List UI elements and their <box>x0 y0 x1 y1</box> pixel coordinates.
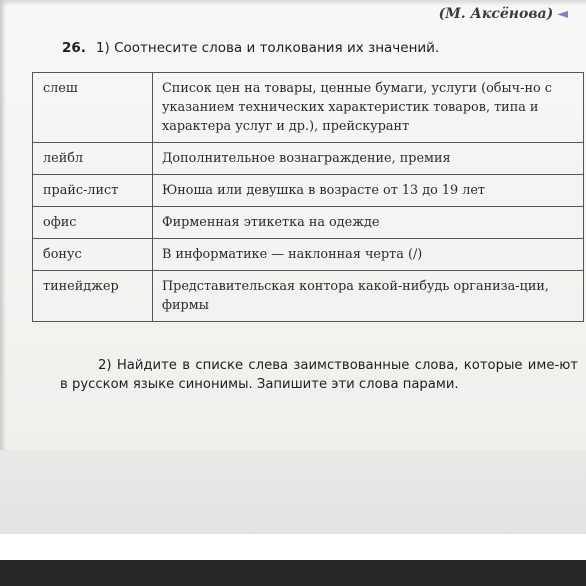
background-band <box>0 450 586 534</box>
task-part1-text: 1) Соотнесите слова и толкования их значений. <box>95 40 440 56</box>
word-cell: лейбл <box>33 143 153 175</box>
definition-cell: В информатике — наклонная черта (/) <box>153 239 584 271</box>
word-cell: тинейджер <box>33 271 153 322</box>
table-row <box>33 73 584 143</box>
table-row <box>33 239 584 271</box>
word-cell: слеш <box>33 73 153 143</box>
table-row <box>33 175 584 207</box>
table-row <box>33 207 584 239</box>
author-credit <box>439 6 568 22</box>
task-part2-text: 2) Найдите в списке слева заимствованные слова, которые име-ют в русском языке синонимы. Запишите эти слова парами. <box>60 358 578 392</box>
word-cell: прайс-лист <box>33 175 153 207</box>
definition-cell: Фирменная этикетка на одежде <box>153 207 584 239</box>
definition-cell: Список цен на товары, ценные бумаги, услуги (обыч-но с указанием технических характеристик товаров, типа и характера услуг и др.), прейскурант <box>153 73 584 143</box>
word-cell: бонус <box>33 239 153 271</box>
page-edge-shadow <box>0 0 6 450</box>
dark-bottom-band <box>0 560 586 586</box>
words-definitions-table <box>32 72 584 322</box>
definition-cell: Представительская контора какой-нибудь организа-ции, фирмы <box>153 271 584 322</box>
task-heading <box>62 40 439 56</box>
table-row <box>33 271 584 322</box>
definition-cell: Юноша или девушка в возрасте от 13 до 19 лет <box>153 175 584 207</box>
definition-cell: Дополнительное вознаграждение, премия <box>153 143 584 175</box>
table-row <box>33 143 584 175</box>
task-number: 26. <box>62 40 86 56</box>
left-arrow-icon: ◄ <box>557 6 568 22</box>
author-name: (М. Аксёнова) <box>438 6 554 22</box>
word-cell: офис <box>33 207 153 239</box>
